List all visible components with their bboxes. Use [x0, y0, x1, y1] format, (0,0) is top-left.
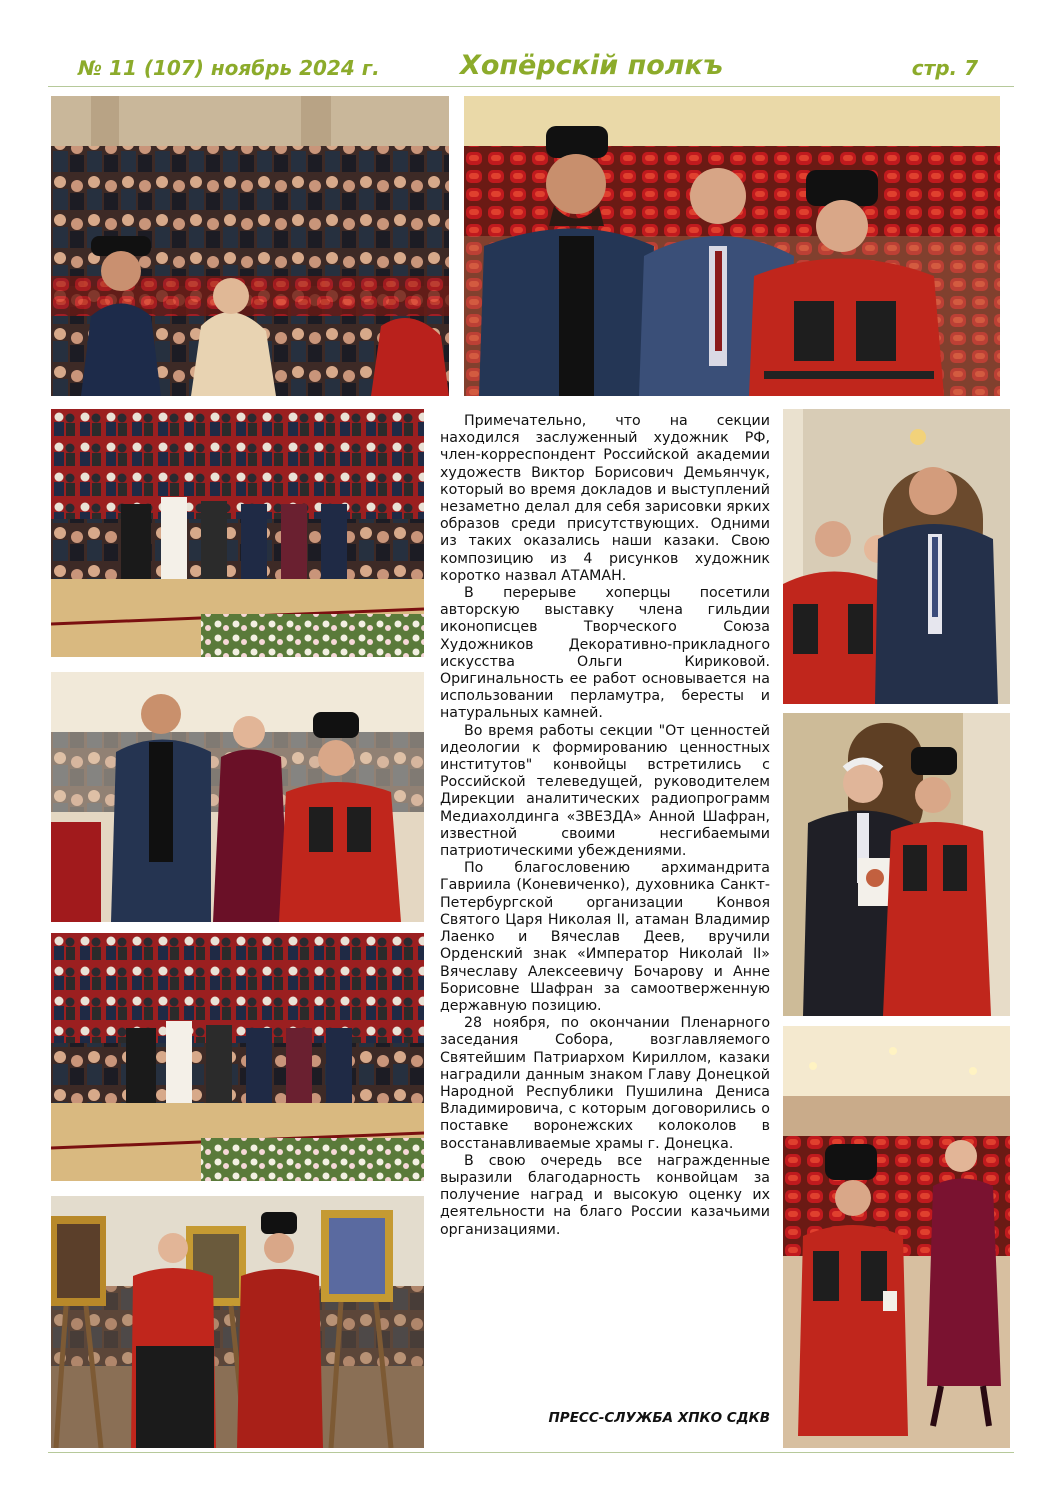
- photo-cossack-with-host-hall: [783, 1026, 1010, 1448]
- photo-audience-seated: [51, 96, 449, 396]
- photo-three-men-hall: [464, 96, 1000, 396]
- photo-clergy-hall-1: [51, 409, 424, 657]
- photo-clergy-hall-2: [51, 933, 424, 1181]
- issue-number: № 11 (107) ноябрь 2024 г.: [78, 56, 380, 80]
- header-divider: [48, 86, 1014, 87]
- article-body: [440, 413, 770, 1239]
- photo-trio-with-host: [51, 672, 424, 922]
- article-signature: ПРЕСС-СЛУЖБА ХПКО СДКВ: [548, 1410, 770, 1426]
- photo-icon-exhibition: [51, 1196, 424, 1448]
- page-header: [48, 50, 1014, 86]
- article-paragraph: Во время работы секции "От ценностей идеологии к формированию ценностных институтов" конвойцы встретились с Российской телеведущей, руководителем Дирекции аналитических радиопрограмм Медиахолдинга «ЗВЕЗДА» Анной Шафран, известной своими несгибаемыми патриотическими убеждениями.: [440, 722, 770, 860]
- photo-cossacks-with-official: [783, 409, 1010, 704]
- article-paragraph: 28 ноября, по окончании Пленарного заседания Собора, возглавляемого Святейшим Патриархом Кириллом, казаки наградили данным знаком Главу Донецкой Народной Республики Пушилина Дениса Владимировича, с которым договорились о поставке воронежских колоколов в восстанавливаемые храмы г. Донецка.: [440, 1015, 770, 1152]
- article-paragraph: По благословению архимандрита Гавриила (Коневиченко), духовника Санкт-Петербургской организации Конвоя Святого Царя Николая II, атаман Владимир Лаенко и Вячеслав Деев, вручили Орденский знак «Император Николай II» Вячеславу Алексеевичу Бочарову и Анне Борисовне Шафран за самоотверженную державную позицию.: [440, 860, 770, 1014]
- photo-award-with-book: [783, 713, 1010, 1016]
- page-number: стр. 7: [911, 56, 978, 80]
- article-paragraph: В свою очередь все награжденные выразили благодарность конвойцам за получение наград и высокую оценку их деятельности на благо России казачьими организациями.: [440, 1152, 770, 1238]
- footer-divider: [48, 1452, 1014, 1453]
- newspaper-title: Хопёрскiй полкъ: [460, 50, 724, 81]
- article-paragraph: Примечательно, что на секции находился заслуженный художник РФ, член-корреспондент Российской академии художеств Виктор Борисович Демьянчук, который во время докладов и выступлений незаметно делал для себя зарисовки ярких образов среди присутствующих. Одними из таких оказались наши казаки. Свою композицию из 4 рисунков художник коротко назвал АТАМАН.: [440, 413, 770, 584]
- article-paragraph: В перерыве хоперцы посетили авторскую выставку члена гильдии иконописцев Творческого Союза Художников Декоративно-прикладного искусства Ольги Кириковой. Оригинальность ее работ основывается на использовании перламутра, бересты и натуральных камней.: [440, 585, 770, 722]
